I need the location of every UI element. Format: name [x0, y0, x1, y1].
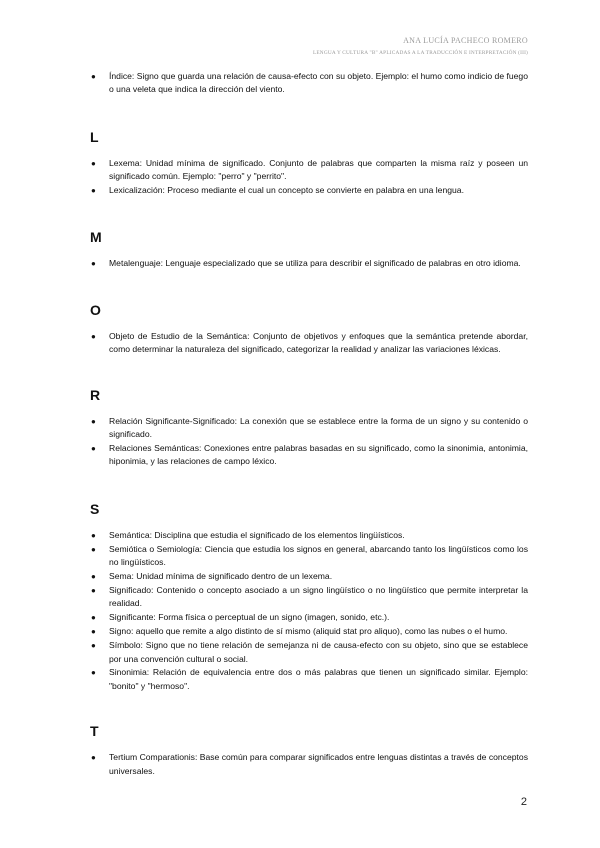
- bullet-icon: ●: [91, 444, 96, 454]
- term-definition: Lexema: Unidad mínima de significado. Conjunto de palabras que comparten la misma raíz y poseen un significado común. Ejemplo: "perro" y "perrito".: [109, 157, 528, 182]
- bullet-icon: ●: [91, 258, 96, 268]
- bullet-icon: ●: [91, 668, 96, 678]
- bullet-icon: ●: [91, 72, 96, 81]
- glossary-section-i: [92, 70, 528, 97]
- term-definition: Relaciones Semánticas: Conexiones entre palabras basadas en su significado, como la sinonimia, antonimia, hiponimia, y las relaciones de campo léxico.: [109, 443, 528, 467]
- term-definition: Índice: Signo que guarda una relación de causa-efecto con su objeto. Ejemplo: el humo como indicio de fuego o una veleta que indica la dirección del viento.: [109, 71, 528, 95]
- glossary-section-l: [92, 129, 528, 198]
- section-letter: L: [90, 128, 99, 145]
- bullet-icon: ●: [91, 186, 96, 196]
- list-item: [92, 257, 528, 270]
- list-item: [92, 543, 528, 570]
- running-header: [313, 34, 528, 60]
- bullet-icon: ●: [91, 641, 96, 651]
- term-list: [92, 330, 528, 357]
- term-definition: Semiótica o Semiología: Ciencia que estudia los signos en general, abarcando tanto los lingüísticos como los no lingüísticos.: [109, 543, 528, 568]
- glossary-content: [92, 70, 528, 779]
- term-definition: Semántica: Disciplina que estudia el significado de los elementos lingüísticos.: [109, 529, 405, 540]
- bullet-icon: ●: [91, 572, 96, 582]
- section-letter: S: [90, 500, 100, 517]
- list-item: [92, 611, 528, 624]
- term-definition: Lexicalización: Proceso mediante el cual un concepto se convierte en palabra en una lengua.: [109, 185, 464, 196]
- list-item: [92, 415, 528, 442]
- bullet-icon: ●: [91, 586, 96, 595]
- bullet-icon: ●: [91, 530, 96, 540]
- term-definition: Sinonimia: Relación de equivalencia entre dos o más palabras que tienen un significado similar. Ejemplo: "bonito" y "hermoso".: [109, 667, 528, 691]
- list-item: [92, 570, 528, 583]
- list-item: [92, 330, 528, 357]
- term-definition: Sema: Unidad mínima de significado dentro de un lexema.: [109, 571, 333, 582]
- section-letter: O: [90, 301, 101, 318]
- section-letter: R: [90, 386, 101, 403]
- term-definition: Objeto de Estudio de la Semántica: Conjunto de objetivos y enfoques que la semántica pretende abordar, como determinar la naturaleza del significado, categorizar la realidad y analizar las variaciones léxicas.: [109, 330, 528, 355]
- bullet-icon: ●: [91, 753, 96, 763]
- term-definition: Símbolo: Signo que no tiene relación de semejanza ni de causa-efecto con su objeto, sino que se establece por una convención cultural o social.: [109, 640, 528, 664]
- term-definition: Signo: aquello que remite a algo distinto de sí mismo (aliquid stat pro aliquo), como las nubes o el humo.: [109, 626, 508, 637]
- term-list: [92, 751, 528, 778]
- glossary-section-m: [92, 229, 528, 270]
- glossary-section-s: [92, 501, 528, 693]
- glossary-section-o: [92, 302, 528, 357]
- bullet-icon: ●: [91, 331, 96, 341]
- term-list: [92, 70, 528, 97]
- glossary-section-r: [92, 387, 528, 469]
- bullet-icon: ●: [91, 416, 96, 426]
- term-definition: Significante: Forma física o perceptual de un signo (imagen, sonido, etc.).: [109, 612, 390, 623]
- list-item: [92, 70, 528, 97]
- bullet-icon: ●: [91, 627, 96, 637]
- term-list: [92, 415, 528, 469]
- list-item: [92, 529, 528, 542]
- bullet-icon: ●: [91, 158, 96, 168]
- bullet-icon: ●: [91, 613, 96, 623]
- list-item: [92, 157, 528, 184]
- list-item: [92, 751, 528, 778]
- page-number: 2: [520, 796, 527, 808]
- term-list: [92, 157, 528, 198]
- term-list: [92, 257, 528, 270]
- list-item: [92, 625, 528, 638]
- list-item: [92, 584, 528, 611]
- list-item: [92, 639, 528, 666]
- term-definition: Significado: Contenido o concepto asociado a un signo lingüístico o no lingüístico que permite interpretar la realidad.: [109, 585, 528, 609]
- header-subtitle: LENGUA Y CULTURA "B" APLICADAS A LA TRADUCCIÓN E INTERPRETACIÓN (III): [312, 50, 528, 56]
- term-definition: Relación Significante-Significado: La conexión que se establece entre la forma de un signo y su contenido o significado.: [109, 415, 528, 440]
- list-item: [92, 184, 528, 197]
- list-item: [92, 666, 528, 693]
- section-letter: M: [90, 228, 102, 245]
- glossary-section-t: [92, 723, 528, 778]
- bullet-icon: ●: [91, 544, 96, 554]
- term-definition: Tertium Comparationis: Base común para comparar significados entre lenguas distintas a través de conceptos universales.: [109, 752, 528, 776]
- list-item: [92, 442, 528, 469]
- term-list: [92, 529, 528, 693]
- section-letter: T: [90, 723, 99, 740]
- term-definition: Metalenguaje: Lenguaje especializado que se utiliza para describir el significado de palabras en otro idioma.: [109, 257, 521, 268]
- header-author: ANA LUCÍA PACHECO ROMERO: [403, 36, 528, 45]
